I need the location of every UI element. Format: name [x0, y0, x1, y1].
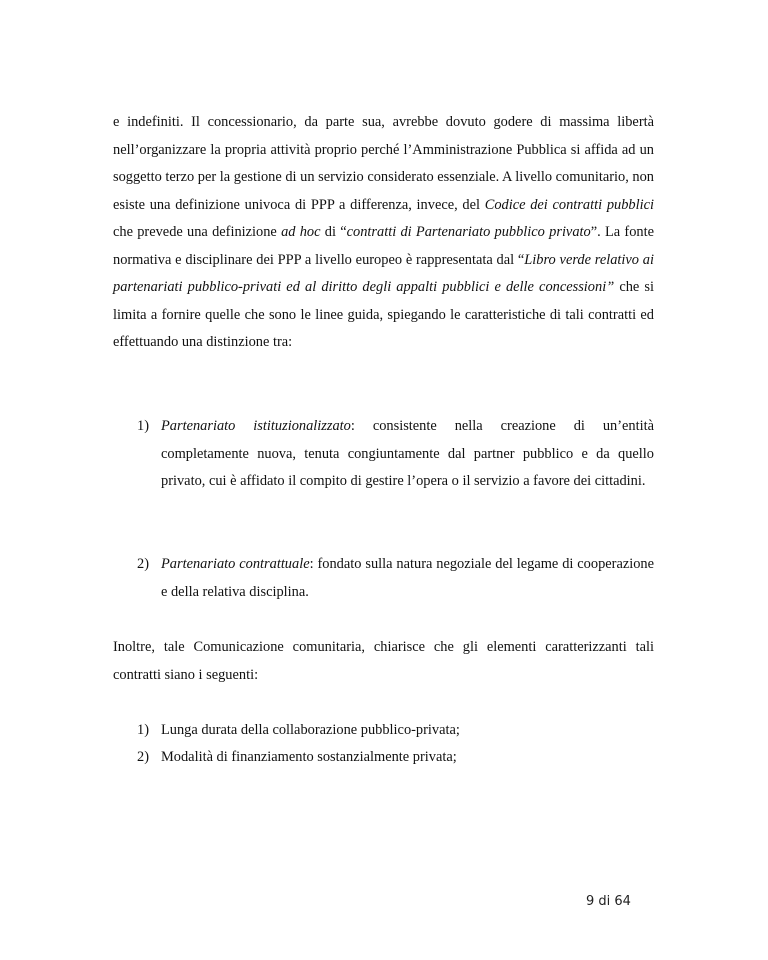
list-item — [137, 413, 654, 496]
list-term: Partenariato istituzionalizzato — [161, 418, 351, 434]
list-text: : consistente nella creazione di un’entità completamente nuova, tenuta congiuntamente dal partner pubblico e da quello privato, cui è affidato il compito di gestire l’opera o il servizio a favore dei cittadini. — [161, 418, 654, 489]
list-text: Lunga durata della collaborazione pubblico-privata; — [161, 722, 460, 738]
list-item — [137, 744, 654, 772]
body-paragraph-2: Inoltre, tale Comunicazione comunitaria, chiarisce che gli elementi caratterizzanti tali contratti siano i seguenti: — [113, 639, 654, 683]
list-item — [137, 717, 654, 745]
list-text: : fondato sulla natura negoziale del legame di cooperazione e della relativa disciplina. — [161, 556, 654, 600]
paragraph-text: di “ — [320, 224, 347, 240]
italic-text: Codice dei contratti pubblici — [484, 196, 654, 213]
list-term: Partenariato contrattuale — [161, 556, 310, 572]
list-number: 1) — [137, 722, 149, 738]
paragraph-text: che prevede una definizione — [113, 224, 282, 240]
paragraph-text: e indefiniti. Il concessionario, da parte sua, avrebbe dovuto godere di massima libertà nell’organizzare la propria attività proprio perché l’Amministrazione Pubblica si affida ad un soggetto terzo per la gestione di un servizio considerato essenziale. A livello comunitario, non esiste una definizione univoca di PPP a differenza, invece, del — [113, 114, 654, 213]
paragraph-text: ”. La fonte normativa e disciplinare dei PPP a livello europeo è rappresentata dal “ — [113, 224, 654, 268]
list-text: Modalità di finanziamento sostanzialmente privata; — [161, 749, 457, 765]
list-number: 2) — [137, 749, 149, 765]
list-number: 2) — [137, 556, 149, 572]
list-item — [137, 551, 654, 606]
italic-text: Libro verde relativo ai partenariati pubblico-privati ed al diritto degli appalti pubblici e delle concessioni” — [113, 251, 654, 295]
italic-text: ad hoc — [281, 224, 321, 240]
body-paragraph-1 — [113, 109, 654, 357]
list-number: 1) — [137, 418, 149, 434]
italic-text: contratti di Partenariato pubblico privato — [346, 224, 591, 240]
paragraph-text: che si limita a fornire quelle che sono le linee guida, spiegando le caratteristiche di tali contratti ed effettuando una distinzione tra: — [113, 279, 655, 350]
page-number: 9 di 64 — [586, 894, 631, 909]
